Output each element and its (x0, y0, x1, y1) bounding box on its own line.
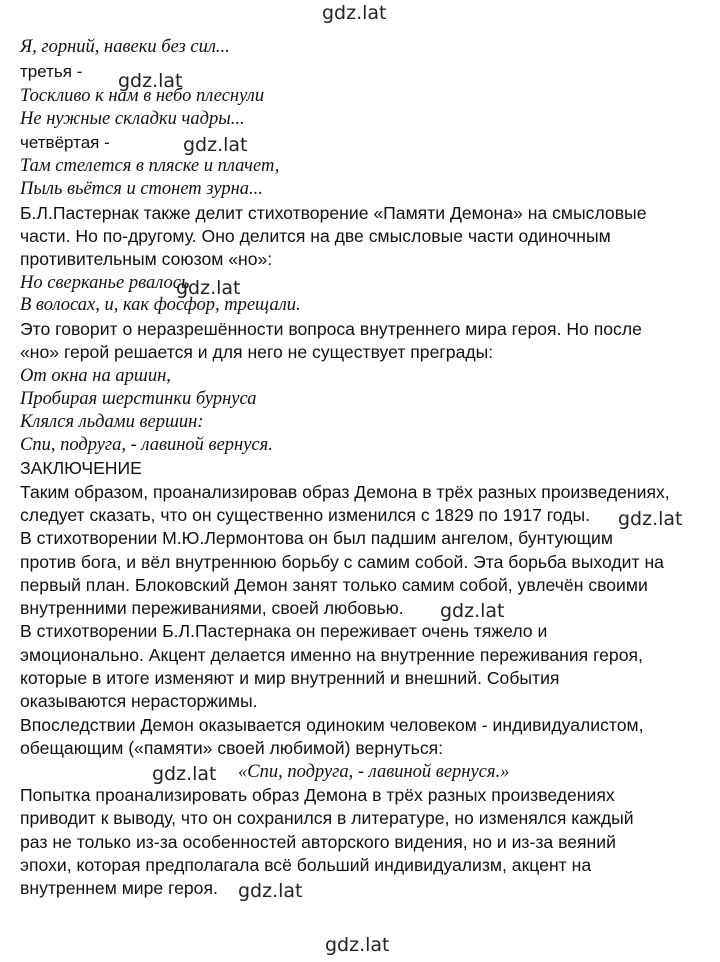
paragraph-line: «но» герой решается и для него не существует преграды: (20, 342, 494, 362)
paragraph-line: Попытка проанализировать образ Демона в трёх разных произведениях (20, 785, 615, 805)
paragraph-line: следует сказать, что он существенно изменился с 1829 по 1917 годы. (20, 505, 591, 525)
verse-line: Я, горний, навеки без сил... (20, 37, 230, 57)
paragraph-line: приводит к выводу, что он сохранился в литературе, но изменялся каждый (20, 808, 634, 828)
verse-line: Спи, подруга, - лавиной вернуся. (20, 435, 273, 455)
watermark: gdz.lat (152, 763, 217, 785)
verse-line: Клялся льдами вершин: (20, 412, 204, 432)
paragraph-line: эпохи, которая предполагала всё больший индивидуализм, акцент на (20, 855, 592, 875)
paragraph-line: Б.Л.Пастернак также делит стихотворение «Памяти Демона» на смысловые (20, 203, 647, 223)
watermark: gdz.lat (176, 277, 241, 299)
paragraph-line: Таким образом, проанализировав образ Демона в трёх разных произведениях, (20, 482, 670, 502)
watermark: gdz.lat (118, 70, 183, 92)
watermark-top: gdz.lat (322, 2, 387, 24)
paragraph-line: В стихотворении М.Ю.Лермонтова он был падшим ангелом, бунтующим (20, 528, 613, 548)
paragraph-line: В стихотворении Б.Л.Пастернака он переживает очень тяжело и (20, 621, 548, 641)
paragraph-line: обещающим («памяти» своей любимой) вернуться: (20, 738, 444, 758)
paragraph-line: которые в итоге изменяют и мир внутренний и внешний. События (20, 668, 560, 688)
paragraph-line: внутренними переживаниями, своей любовью. (20, 598, 404, 618)
watermark: gdz.lat (183, 134, 248, 156)
part-label: третья - (20, 62, 83, 81)
paragraph-line: раз не только из-за особенностей авторского видения, но и из-за веяний (20, 832, 616, 852)
paragraph-line: Впоследствии Демон оказывается одиноким человеком - индивидуалистом, (20, 715, 644, 735)
verse-line: Но сверканье рвалось (20, 273, 190, 293)
paragraph-line: внутреннем мире героя. (20, 878, 218, 898)
verse-line: Пробирая шерстинки бурнуса (20, 389, 257, 409)
verse-line: Пыль вьётся и стонет зурна... (20, 179, 263, 199)
verse-line: Там стелется в пляске и плачет, (20, 156, 280, 176)
quote-line: «Спи, подруга, - лавиной вернуся.» (238, 762, 510, 782)
paragraph-line: против бога, и вёл внутреннюю борьбу с самим собой. Эта борьба выходит на (20, 552, 664, 572)
section-heading: ЗАКЛЮЧЕНИЕ (20, 458, 142, 478)
paragraph-line: части. Но по-другому. Оно делится на две смысловые части одиночным (20, 226, 611, 246)
watermark: gdz.lat (238, 880, 303, 902)
watermark: gdz.lat (618, 508, 683, 530)
paragraph-line: противительным союзом «но»: (20, 249, 273, 269)
paragraph-line: первый план. Блоковский Демон занят только самим собой, увлечён своими (20, 575, 648, 595)
verse-line: От окна на аршин, (20, 366, 171, 386)
part-label: четвёртая - (20, 133, 110, 152)
verse-line: В волосах, и, как фосфор, трещали. (20, 295, 301, 315)
paragraph-line: Это говорит о неразрешённости вопроса внутреннего мира героя. Но после (20, 319, 642, 339)
watermark: gdz.lat (440, 600, 505, 622)
verse-line: Не нужные складки чадры... (20, 109, 245, 129)
verse-line: Тоскливо к нам в небо плеснули (20, 86, 265, 106)
paragraph-line: оказываются нерасторжимы. (20, 691, 258, 711)
watermark-bottom: gdz.lat (325, 934, 390, 956)
paragraph-line: эмоционально. Акцент делается именно на внутренние переживания героя, (20, 645, 643, 665)
